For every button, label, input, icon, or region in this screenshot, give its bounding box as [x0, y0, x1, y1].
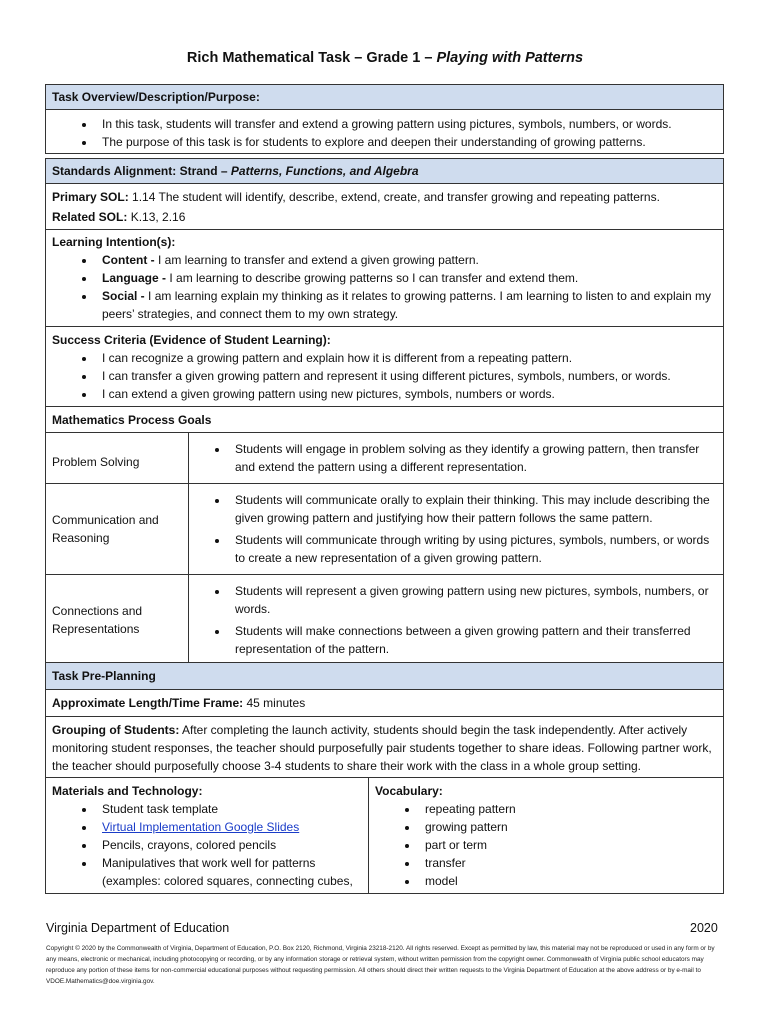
learning-item: • Social - I am learning explain my thinking as it relates to growing patterns. I am learning to listen to and explain my peers’ strategies, and connect them to my own strategy.	[96, 287, 717, 323]
materials-item: • Pencils, crayons, colored pencils	[96, 836, 362, 854]
materials-item	[96, 818, 362, 836]
materials-header: Materials and Technology:	[52, 784, 203, 798]
process-goal-name: Problem Solving	[46, 433, 189, 484]
vocabulary-item: • repeating pattern	[419, 800, 717, 818]
primary-sol-label: Primary SOL:	[52, 190, 129, 204]
related-sol-text: K.13, 2.16	[127, 210, 186, 224]
process-goal-row	[46, 575, 724, 666]
sol-cell	[46, 184, 724, 230]
materials-item: • Student task template	[96, 800, 362, 818]
length-cell: Approximate Length/Time Frame: 45 minutes	[46, 690, 724, 717]
success-bullet: • I can transfer a given growing pattern and represent it using different pictures, symbols, numbers, or words.	[96, 367, 717, 385]
process-goal-bullet: • Students will communicate orally to explain their thinking. This may include describing the given growing pattern and justifying how their pattern follows the same pattern.	[229, 491, 717, 527]
vocabulary-item: • model	[419, 872, 717, 890]
process-goals-header: Mathematics Process Goals	[46, 407, 724, 433]
learning-item: • Content - I am learning to transfer and extend a given growing pattern.	[96, 251, 717, 269]
overview-body	[46, 110, 724, 154]
page-title	[0, 50, 770, 66]
related-sol-label: Related SOL:	[52, 210, 128, 224]
process-goal-bullet: • Students will make connections between a given growing pattern and their transferred representation of the pattern.	[229, 622, 717, 658]
materials-cell	[46, 778, 369, 894]
materials-item: • Manipulatives that work well for patterns (examples: colored squares, connecting cubes,	[96, 854, 362, 890]
learning-item: • Language - I am learning to describe growing patterns so I can transfer and extend them.	[96, 269, 717, 287]
footer-year: 2020	[690, 921, 718, 935]
success-header: Success Criteria (Evidence of Student Learning):	[52, 333, 331, 347]
success-criteria	[46, 327, 724, 407]
process-goal-row	[46, 433, 724, 484]
grouping-cell: Grouping of Students: After completing the launch activity, students should begin the task independently. After actively monitoring student responses, the teacher should purposefully pair students together to share ideas. Following partner work, the teacher should purposefully choose 3-4 students to share their work with the class in a whole group setting.	[46, 717, 724, 778]
learning-intentions	[46, 230, 724, 327]
process-goal-name: Communication and Reasoning	[46, 484, 189, 575]
overview-header: Task Overview/Description/Purpose:	[46, 85, 724, 110]
primary-sol-text: 1.14 The student will identify, describe, extend, create, and transfer growing and repeating patterns.	[128, 190, 660, 204]
vocabulary-cell	[369, 778, 724, 894]
copyright-notice: Copyright © 2020 by the Commonwealth of Virginia, Department of Education, P.O. Box 2120, Richmond, Virginia 23218-2120. All rights reserved. Except as permitted by law, this material may not be reproduced or used in any form or by any means, electronic or mechanical, including photocopying or recording, or by any information storage or retrieval system, without written permission from the copyright owner. Commonwealth of Virginia public school educators may reproduce any portion of these items for non-commercial educational purposes without requesting permission. All others should direct their written requests to the Virginia Department of Education at the above address or by e-mail to VDOE.Mathematics@doe.virginia.gov.	[46, 945, 715, 985]
footer-org: Virginia Department of Education	[46, 921, 230, 935]
process-goal-bullet: • Students will represent a given growing pattern using new pictures, symbols, numbers, or words.	[229, 582, 717, 618]
process-goal-row	[46, 484, 724, 575]
overview-bullet: • In this task, students will transfer and extend a growing pattern using pictures, symbols, numbers, or words.	[96, 115, 717, 133]
success-bullet: • I can extend a given growing pattern using new pictures, symbols, numbers or words.	[96, 385, 717, 403]
title-main: Rich Mathematical Task – Grade 1 –	[186, 50, 437, 66]
vocabulary-item: • growing pattern	[419, 818, 717, 836]
overview-standards-table	[45, 84, 724, 666]
vocabulary-item: • part or term	[419, 836, 717, 854]
overview-bullet: • The purpose of this task is for students to explore and deepen their understanding of growing patterns.	[96, 133, 717, 151]
google-slides-link[interactable]: Virtual Implementation Google Slides	[102, 820, 300, 834]
learning-header: Learning Intention(s):	[52, 235, 176, 249]
process-goal-name: Connections and Representations	[46, 575, 189, 666]
process-goal-bullet: • Students will communicate through writing by using pictures, symbols, numbers, or words to create a new representation of a given growing pattern.	[229, 531, 717, 567]
vocabulary-header: Vocabulary:	[375, 784, 443, 798]
success-bullet: • I can recognize a growing pattern and explain how it is different from a repeating pattern.	[96, 349, 717, 367]
standards-header: Standards Alignment: Strand – Patterns, Functions, and Algebra	[46, 159, 724, 184]
process-goal-bullet: • Students will engage in problem solving as they identify a growing pattern, then transfer and extend the pattern using a different representation.	[229, 440, 717, 476]
title-italic: Playing with Patterns	[436, 50, 584, 66]
preplanning-table	[45, 662, 724, 894]
preplanning-header: Task Pre-Planning	[46, 663, 724, 690]
vocabulary-item: • transfer	[419, 854, 717, 872]
